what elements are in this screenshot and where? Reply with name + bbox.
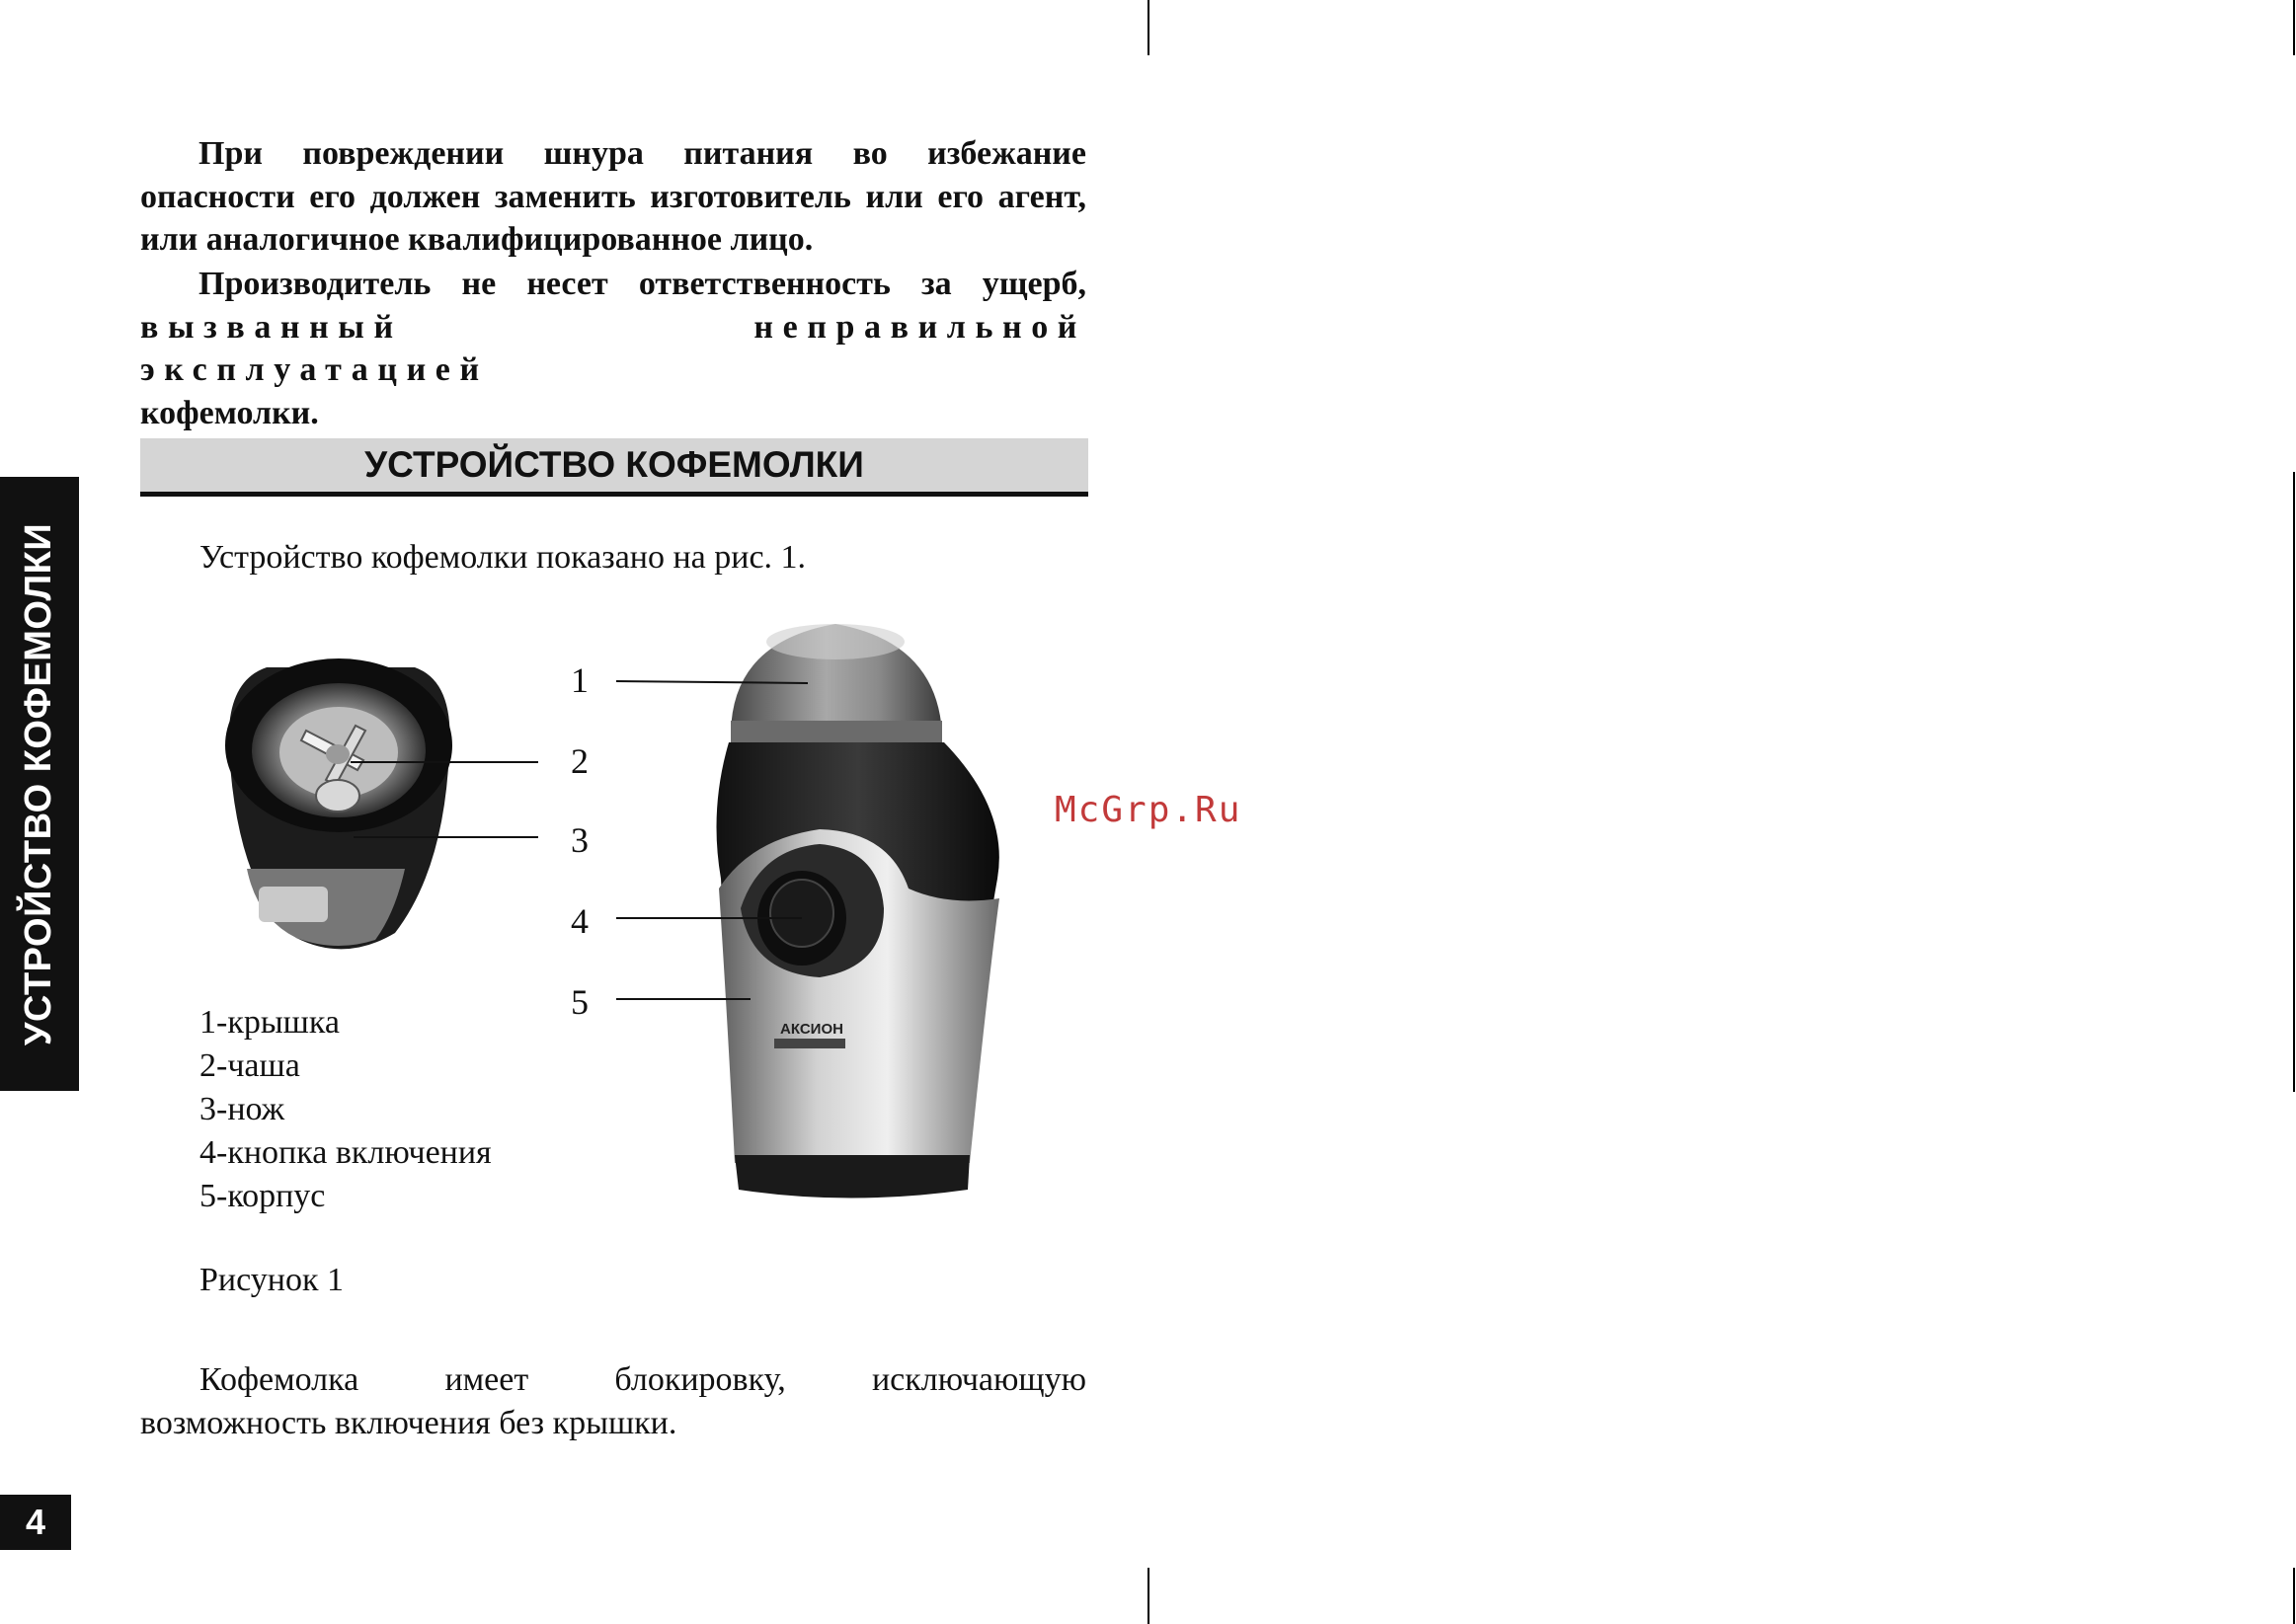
liability-line-2: вызванный неправильной эксплуатацией xyxy=(140,308,1086,388)
brand-logo-subline xyxy=(774,1039,845,1048)
section-title: УСТРОЙСТВО КОФЕМОЛКИ xyxy=(140,438,1088,497)
brand-logo-text: АКСИОН xyxy=(780,1021,843,1038)
liability-line-1: Производитель не несет ответственность за ущерб, xyxy=(198,266,1086,302)
legend-item: 1-крышка xyxy=(199,1004,340,1041)
power-cord-warning-text: При повреждении шнура питания во избежание опасности его должен заменить изготовитель или его агент, или аналогичное квалифицированное лицо. xyxy=(140,135,1086,258)
intro-text: Устройство кофемолки показано на рис. 1. xyxy=(199,539,807,576)
callout-3: 3 xyxy=(571,820,589,860)
assembled-grinder-photo xyxy=(717,624,1000,1199)
liability-line-3: кофемолки. xyxy=(140,394,319,431)
figure-legend xyxy=(199,1001,492,1218)
page-number: 4 xyxy=(0,1495,71,1550)
legend-item: 4-кнопка включения xyxy=(199,1134,492,1171)
legend-item: 3-нож xyxy=(199,1091,285,1127)
callout-2: 2 xyxy=(571,741,589,781)
legend-item: 5-корпус xyxy=(199,1178,326,1214)
legend-item: 2-чаша xyxy=(199,1047,300,1084)
callout-1: 1 xyxy=(571,660,589,700)
lid-lock-note-line-2: возможность включения без крышки. xyxy=(140,1405,677,1441)
lid-lock-note xyxy=(140,1358,1086,1445)
lid-lock-note-line-1: Кофемолка имеет блокировку, исключающую xyxy=(199,1361,1086,1398)
side-tab-label: УСТРОЙСТВО КОФЕМОЛКИ xyxy=(18,522,60,1045)
callout-5: 5 xyxy=(571,982,589,1022)
figure-caption: Рисунок 1 xyxy=(199,1262,344,1298)
open-grinder-photo xyxy=(225,658,452,949)
callout-4: 4 xyxy=(571,901,589,941)
watermark-link[interactable]: McGrp.Ru xyxy=(1055,790,1242,830)
